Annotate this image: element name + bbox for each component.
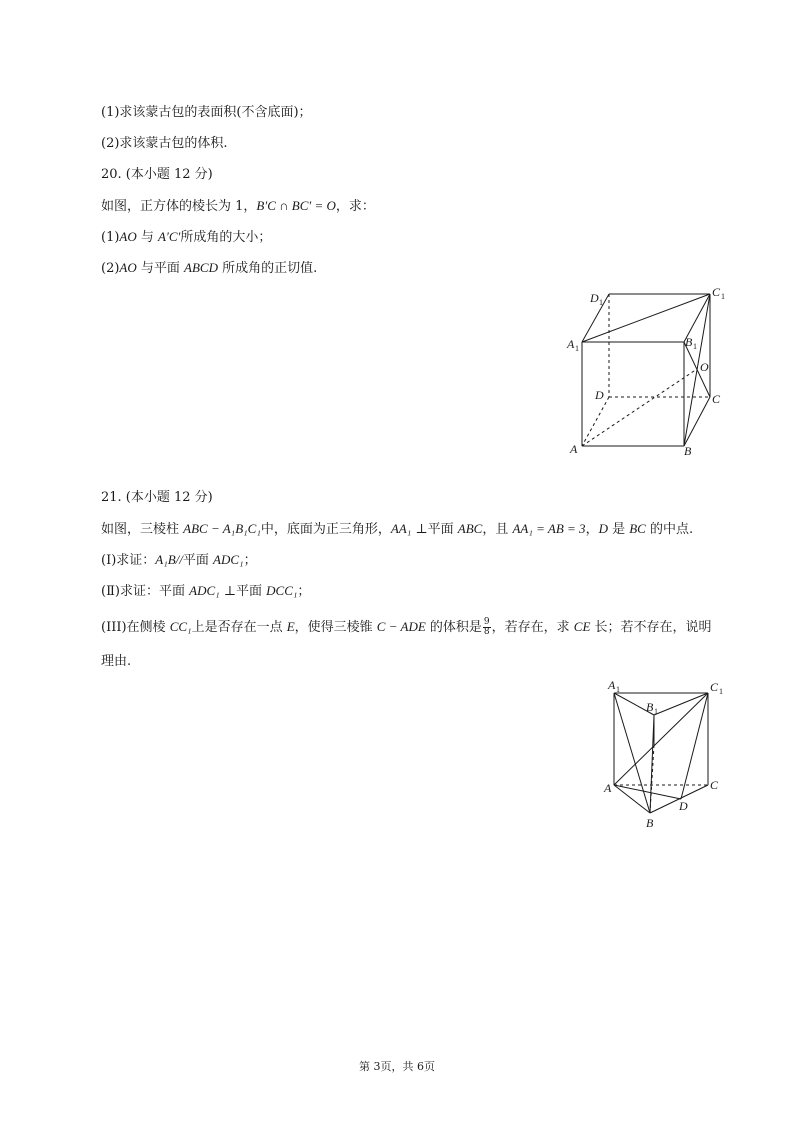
label-C: C bbox=[712, 392, 721, 406]
q20-p2-text1: 与平面 bbox=[136, 261, 185, 276]
q21-intro-t6: 是 bbox=[607, 522, 630, 537]
q21-p3-t4: 的体积是 bbox=[425, 620, 482, 635]
q21-p3-t3: ，使得三棱锥 bbox=[294, 620, 377, 635]
q21-intro-m3: ABC bbox=[457, 521, 483, 536]
q21-p3-t2: 上是否存在一点 bbox=[191, 620, 287, 635]
q21-intro-m4: AA₁ = AB = 3 bbox=[512, 521, 586, 536]
q21-p3-t6: 长；若不存在，说明 bbox=[590, 620, 712, 635]
q21-p3-t1: (III)在侧棱 bbox=[101, 620, 170, 635]
q20-p1-num: (1) bbox=[101, 230, 120, 245]
label-A: A bbox=[570, 442, 578, 456]
page-footer: 第 3页，共 6页 bbox=[359, 1060, 435, 1073]
q20-p2-text2: 所成角的正切值. bbox=[217, 261, 318, 276]
q20-part2 bbox=[101, 259, 317, 278]
label-C1: C bbox=[710, 680, 719, 694]
q21-intro-t2: 中，底面为正三角形， bbox=[260, 522, 391, 537]
q21-intro-m1: ABC − A₁B₁C₁ bbox=[183, 521, 261, 536]
volume-fraction bbox=[483, 618, 491, 637]
q21-p1-t1: (Ⅰ)求证： bbox=[101, 553, 156, 568]
label-C: C bbox=[710, 778, 719, 792]
q21-part1 bbox=[101, 551, 257, 570]
q21-p1-t3: ； bbox=[243, 553, 257, 568]
q21-p1-m2: ADC₁ bbox=[213, 552, 244, 567]
label-D1-sub: 1 bbox=[599, 298, 603, 307]
q20-p2-math2: ABCD bbox=[184, 260, 218, 275]
q21-p2-t2: ⊥平面 bbox=[219, 584, 267, 599]
q20-intro-text: 如图，正方体的棱长为 1， bbox=[101, 199, 257, 214]
q20-p1-math2: A′C′ bbox=[158, 229, 181, 244]
q21-p3-m1: CC₁ bbox=[169, 619, 192, 634]
q19-part2: (2)求该蒙古包的体积. bbox=[101, 136, 228, 151]
q21-part3 bbox=[101, 618, 712, 637]
label-D: D bbox=[679, 799, 688, 813]
q21-p3-m2: E bbox=[286, 619, 295, 634]
q21-intro-t4: ，且 bbox=[482, 522, 513, 537]
q21-intro-t3: ⊥平面 bbox=[411, 522, 458, 537]
q21-p3-t5: ，若存在，求 bbox=[491, 620, 574, 635]
q21-part2 bbox=[101, 582, 310, 601]
q21-p2-m2: DCC₁ bbox=[266, 583, 298, 598]
label-C1-sub: 1 bbox=[721, 292, 725, 301]
label-B1-sub: 1 bbox=[693, 342, 697, 351]
q20-part1 bbox=[101, 228, 271, 247]
q21-intro-m2: AA₁ bbox=[390, 521, 412, 536]
prism-figure bbox=[598, 675, 738, 835]
label-O: O bbox=[700, 360, 709, 374]
q21-intro-m6: BC bbox=[629, 521, 646, 536]
label-C1: C bbox=[712, 285, 721, 299]
q20-p2-math1: AO bbox=[119, 260, 137, 275]
fraction-numerator: 9 bbox=[483, 617, 490, 627]
q21-intro bbox=[101, 520, 693, 539]
fraction-denominator: 8 bbox=[483, 627, 490, 637]
cube-figure bbox=[560, 280, 740, 460]
q21-intro-t5: ， bbox=[585, 522, 599, 537]
label-B1-sub: 1 bbox=[654, 707, 658, 716]
label-D1: D bbox=[590, 291, 599, 305]
q20-p1-text2: 所成角的大小； bbox=[180, 230, 272, 245]
q19-part1: (1)求该蒙古包的表面积(不含底面)； bbox=[101, 105, 312, 120]
label-A: A bbox=[604, 781, 612, 795]
q21-p1-m1: A₁B// bbox=[155, 552, 183, 567]
q21-p1-t2: 平面 bbox=[182, 553, 214, 568]
q20-intro bbox=[101, 197, 375, 216]
q21-p2-t3: ； bbox=[297, 584, 311, 599]
q20-p1-text1: 与 bbox=[136, 230, 159, 245]
label-A1: A bbox=[608, 678, 616, 692]
q20-p1-math1: AO bbox=[119, 229, 137, 244]
label-D: D bbox=[595, 388, 604, 402]
q20-p2-num: (2) bbox=[101, 261, 120, 276]
q21-p3-m3: C − ADE bbox=[376, 619, 426, 634]
label-B1: B bbox=[685, 335, 693, 349]
q21-part3-cont: 理由. bbox=[101, 654, 132, 669]
q20-intro-math: B′C ∩ BC′ = O bbox=[256, 198, 336, 213]
label-B: B bbox=[684, 444, 692, 458]
q21-p3-m4: CE bbox=[573, 619, 591, 634]
q20-intro-tail: ，求： bbox=[335, 199, 375, 214]
label-A1: A bbox=[567, 337, 575, 351]
label-B1: B bbox=[646, 700, 654, 714]
q21-p2-t1: (Ⅱ)求证：平面 bbox=[101, 584, 190, 599]
label-A1-sub: 1 bbox=[575, 344, 579, 353]
q21-intro-m5: D bbox=[598, 521, 608, 536]
q21-intro-t7: 的中点. bbox=[645, 522, 694, 537]
q21-intro-t1: 如图，三棱柱 bbox=[101, 522, 184, 537]
q21-p2-m1: ADC₁ bbox=[189, 583, 220, 598]
label-A1-sub: 1 bbox=[616, 685, 620, 694]
q20-heading: 20. (本小题 12 分) bbox=[101, 167, 213, 182]
label-C1-sub: 1 bbox=[719, 687, 723, 696]
q21-heading: 21. (本小题 12 分) bbox=[101, 490, 213, 505]
label-B: B bbox=[646, 816, 654, 830]
